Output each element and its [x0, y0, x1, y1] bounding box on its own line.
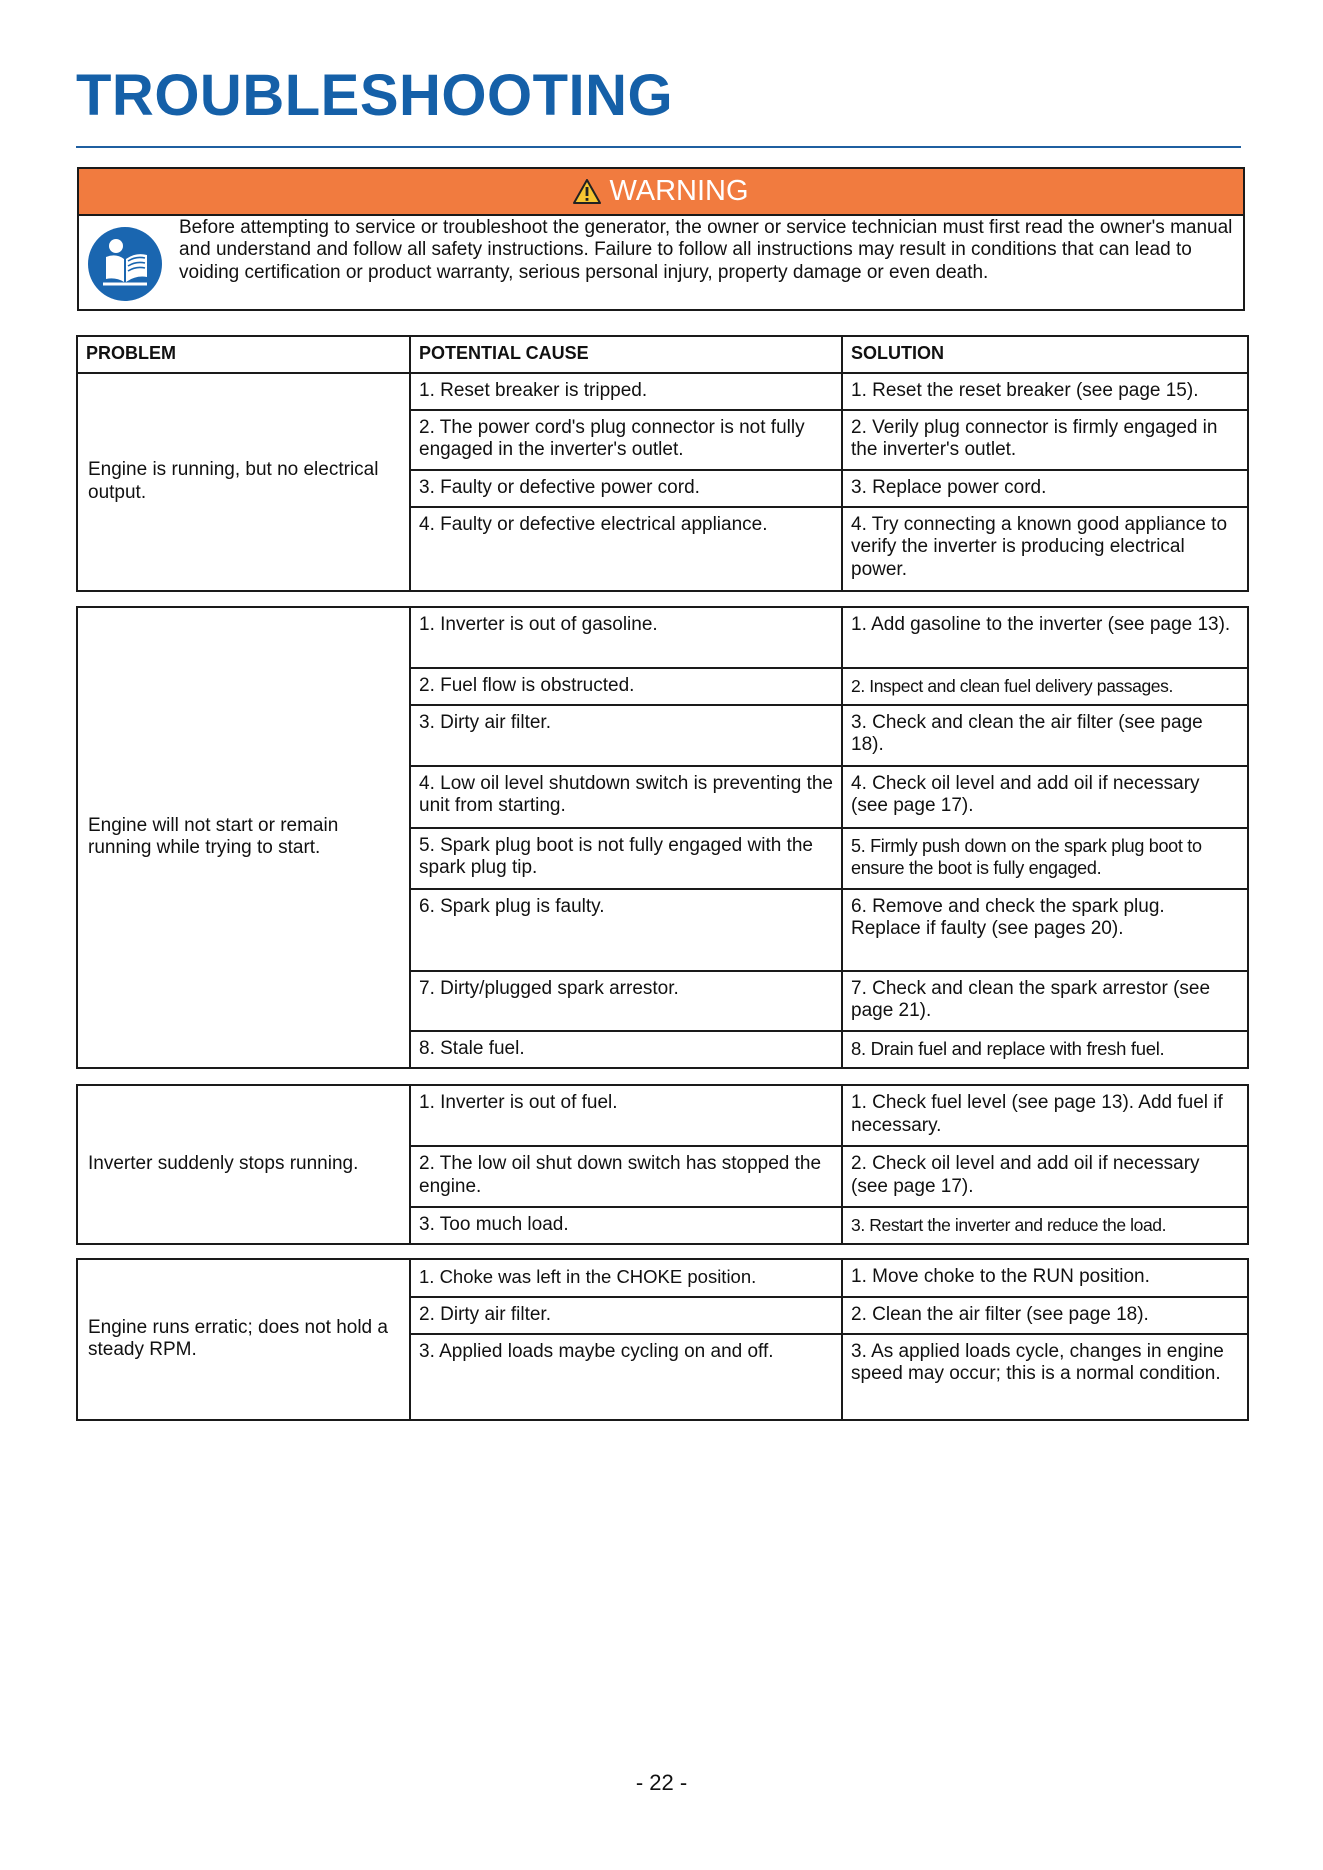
cause-cell: 3. Too much load.	[410, 1207, 842, 1244]
header-problem: PROBLEM	[77, 336, 410, 373]
page-title: TROUBLESHOOTING	[76, 63, 674, 128]
solution-cell: 6. Remove and check the spark plug. Replace if faulty (see pages 20).	[842, 889, 1248, 971]
cause-cell: 3. Applied loads maybe cycling on and off.	[410, 1334, 842, 1420]
problem-cell: Engine will not start or remain running while trying to start.	[77, 607, 410, 1068]
cause-cell: 1. Inverter is out of fuel.	[410, 1085, 842, 1146]
warning-box	[77, 167, 1245, 311]
title-divider	[76, 146, 1241, 148]
header-potential-cause: POTENTIAL CAUSE	[410, 336, 842, 373]
warning-text: Before attempting to service or troubleshoot the generator, the owner or service technician must first read the owner's manual and understand and follow all safety instructions. Failure to follow all instructions may result in conditions that can lead to voiding certification or product warranty, serious personal injury, property damage or even death.	[179, 217, 1233, 283]
cause-cell: 4. Faulty or defective electrical appliance.	[410, 507, 842, 591]
cause-cell: 2. The low oil shut down switch has stopped the engine.	[410, 1146, 842, 1207]
solution-cell: 2. Inspect and clean fuel delivery passages.	[842, 668, 1248, 705]
cause-cell: 7. Dirty/plugged spark arrestor.	[410, 971, 842, 1031]
cause-cell: 3. Faulty or defective power cord.	[410, 470, 842, 507]
warning-triangle-icon	[573, 179, 601, 204]
solution-cell: 1. Move choke to the RUN position.	[842, 1259, 1248, 1297]
solution-cell: 3. Restart the inverter and reduce the load.	[842, 1207, 1248, 1244]
troubleshooting-table-2	[76, 606, 1249, 1069]
cause-cell: 2. Dirty air filter.	[410, 1297, 842, 1334]
cause-cell: 2. Fuel flow is obstructed.	[410, 668, 842, 705]
table-row	[77, 607, 1248, 668]
warning-body	[79, 216, 1243, 311]
troubleshooting-table-4	[76, 1258, 1249, 1421]
header-solution: SOLUTION	[842, 336, 1248, 373]
table-row	[77, 1259, 1248, 1297]
cause-cell: 5. Spark plug boot is not fully engaged with the spark plug tip.	[410, 828, 842, 889]
solution-cell: 2. Clean the air filter (see page 18).	[842, 1297, 1248, 1334]
problem-cell: Engine runs erratic; does not hold a steady RPM.	[77, 1259, 410, 1420]
solution-cell: 7. Check and clean the spark arrestor (see page 21).	[842, 971, 1248, 1031]
troubleshooting-table-1	[76, 335, 1249, 592]
table-row	[77, 373, 1248, 410]
solution-cell: 3. Check and clean the air filter (see page 18).	[842, 705, 1248, 766]
cause-cell: 1. Inverter is out of gasoline.	[410, 607, 842, 668]
warning-title: WARNING	[609, 175, 749, 207]
solution-cell: 1. Check fuel level (see page 13). Add fuel if necessary.	[842, 1085, 1248, 1146]
cause-cell: 2. The power cord's plug connector is not fully engaged in the inverter's outlet.	[410, 410, 842, 470]
page-number: - 22 -	[635, 1770, 688, 1795]
solution-cell: 5. Firmly push down on the spark plug boot to ensure the boot is fully engaged.	[842, 828, 1248, 889]
solution-cell: 2. Verily plug connector is firmly engaged in the inverter's outlet.	[842, 410, 1248, 470]
read-manual-icon	[87, 226, 163, 302]
cause-cell: 4. Low oil level shutdown switch is preventing the unit from starting.	[410, 766, 842, 828]
cause-cell: 6. Spark plug is faulty.	[410, 889, 842, 971]
solution-cell: 1. Add gasoline to the inverter (see page 13).	[842, 607, 1248, 668]
cause-cell: 8. Stale fuel.	[410, 1031, 842, 1068]
solution-cell: 4. Check oil level and add oil if necessary (see page 17).	[842, 766, 1248, 828]
solution-cell: 8. Drain fuel and replace with fresh fuel.	[842, 1031, 1248, 1068]
cause-cell: 3. Dirty air filter.	[410, 705, 842, 766]
table-header-row	[77, 336, 1248, 373]
solution-cell: 2. Check oil level and add oil if necessary (see page 17).	[842, 1146, 1248, 1207]
solution-cell: 1. Reset the reset breaker (see page 15).	[842, 373, 1248, 410]
warning-header	[79, 169, 1243, 216]
solution-cell: 3. Replace power cord.	[842, 470, 1248, 507]
cause-cell: 1. Choke was left in the CHOKE position.	[410, 1259, 842, 1297]
problem-cell: Engine is running, but no electrical output.	[77, 373, 410, 591]
table-row	[77, 1085, 1248, 1146]
solution-cell: 3. As applied loads cycle, changes in engine speed may occur; this is a normal condition.	[842, 1334, 1248, 1420]
solution-cell: 4. Try connecting a known good appliance to verify the inverter is producing electrical power.	[842, 507, 1248, 591]
problem-cell: Inverter suddenly stops running.	[77, 1085, 410, 1244]
troubleshooting-table-3	[76, 1084, 1249, 1245]
cause-cell: 1. Reset breaker is tripped.	[410, 373, 842, 410]
